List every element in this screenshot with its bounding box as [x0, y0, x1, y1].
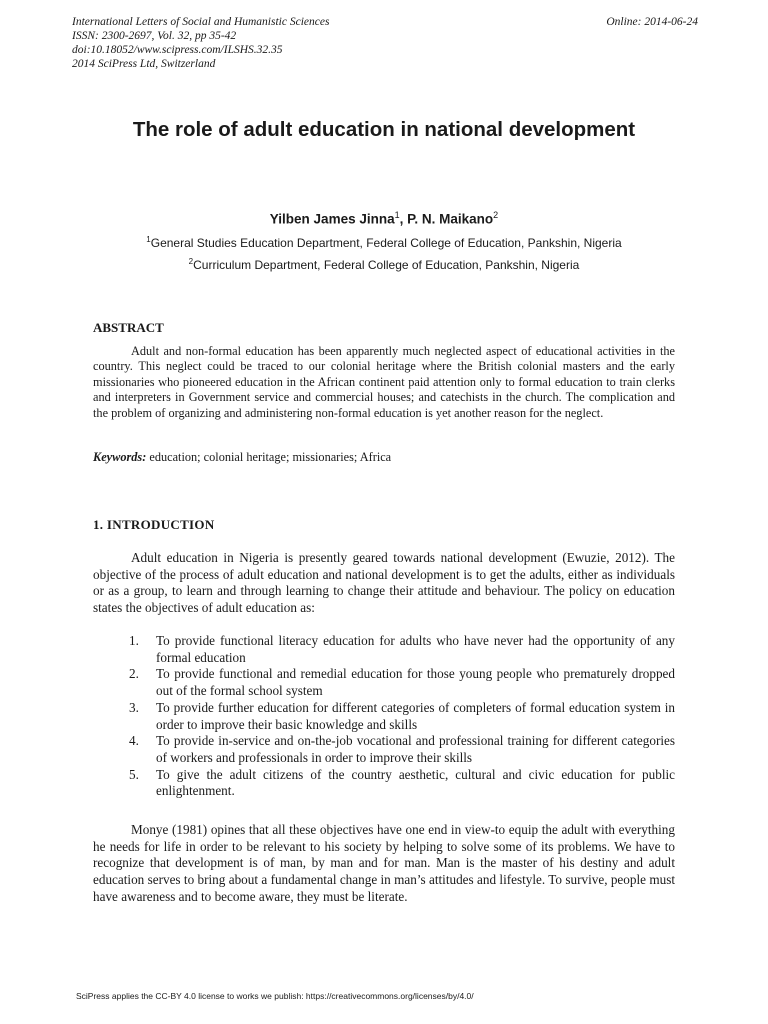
list-item-text: To provide further education for different categories of completers of formal education system in order to improve their basic knowledge and skills [156, 699, 675, 732]
list-item-number: 5. [129, 766, 139, 782]
author-1: Yilben James Jinna [269, 211, 395, 227]
author-line [0, 210, 768, 227]
affiliation-1 [0, 235, 768, 250]
paper-title: The role of adult education in national development [132, 118, 636, 141]
keywords-text: education; colonial heritage; missionaries; Africa [146, 450, 392, 464]
list-item-number: 1. [129, 633, 139, 648]
list-item-text: To give the adult citizens of the country aesthetic, cultural and civic education for public enlightenment. [156, 766, 675, 799]
journal-header [72, 15, 698, 71]
list-item-number: 2. [129, 666, 139, 682]
affiliation-2 [0, 257, 768, 272]
keywords-line [93, 450, 391, 465]
intro-paragraph-1 [93, 550, 675, 617]
intro-paragraph-2-text: Monye (1981) opines that all these objectives have one end in view-to equip the adult with everything he needs for life in order to be relevant to his society by helping to solve some of its problems. We have to recognize that development is of man, by man and for man. Man is the master of his destiny and adult education serves to bring about a fundamental change in man’s attitudes and lifestyle. To survive, people must have awareness and to become aware, they must be literate. [93, 822, 675, 904]
list-item-text: To provide functional literacy education for adults who have never had the opportunity of any formal education [156, 633, 675, 665]
author-1-affil-mark: 1 [394, 210, 400, 220]
journal-name: International Letters of Social and Humanistic Sciences [72, 16, 330, 28]
list-item [93, 767, 675, 800]
affiliation-2-mark: 2 [188, 257, 194, 266]
author-2-affil-mark: 2 [493, 210, 499, 220]
abstract-heading: ABSTRACT [93, 320, 164, 335]
list-item [93, 733, 675, 766]
publisher-line: 2014 SciPress Ltd, Switzerland [72, 58, 216, 70]
list-item-text: To provide in-service and on-the-job vocational and professional training for different categories of workers and professionals in order to improve their skills [156, 733, 675, 765]
issn-line: ISSN: 2300-2697, Vol. 32, pp 35-42 [72, 30, 237, 42]
list-item [93, 700, 675, 733]
keywords-label: Keywords [93, 450, 143, 464]
author-2: P. N. Maikano [407, 211, 494, 227]
list-item-number: 4. [129, 733, 139, 749]
objectives-list [93, 633, 675, 800]
affiliation-1-mark: 1 [146, 235, 151, 244]
online-date: Online: 2014-06-24 [606, 16, 698, 28]
list-item-text: To provide functional and remedial education for those young people who prematurely dropped out of the formal school system [156, 666, 675, 699]
intro-paragraph-2 [93, 822, 675, 906]
intro-paragraph-1-text: Adult education in Nigeria is presently geared towards national development (Ewuzie, 2012). The objective of the process of adult education and national development is to get the adults, either as individuals or as a group, to learn and through learning to change their attitude and behaviour. The policy on education states the objectives of adult education as: [93, 550, 675, 616]
doi-line: doi:10.18052/www.scipress.com/ILSHS.32.35 [72, 44, 283, 56]
list-item [93, 633, 675, 666]
affiliation-1-text: General Studies Education Department, Federal College of Education, Pankshin, Nigeria [150, 236, 622, 250]
abstract-text: Adult and non-formal education has been apparently much neglected aspect of educational activities in the country. This neglect could be traced to our colonial heritage where the British colonial masters and the early missionaries who pioneered education in the African continent paid attention only to formal education to train clerks and interpreters in Government service and commercial houses; and catechists in the church. The complication and the problem of organizing and administering non-formal education is yet another reason for the neglect. [93, 344, 675, 420]
journal-info [72, 15, 698, 71]
introduction-heading: 1. INTRODUCTION [93, 517, 215, 532]
license-footer: SciPress applies the CC-BY 4.0 license to works we publish: https://creativecommons.org/licenses/by/4.0/ [76, 991, 474, 1001]
affiliation-2-text: Curriculum Department, Federal College of Education, Pankshin, Nigeria [193, 258, 580, 272]
list-item-number: 3. [129, 699, 139, 715]
list-item [93, 666, 675, 699]
keywords-colon: : [142, 450, 147, 464]
abstract-body [93, 344, 675, 421]
author-separator: , [399, 211, 408, 227]
